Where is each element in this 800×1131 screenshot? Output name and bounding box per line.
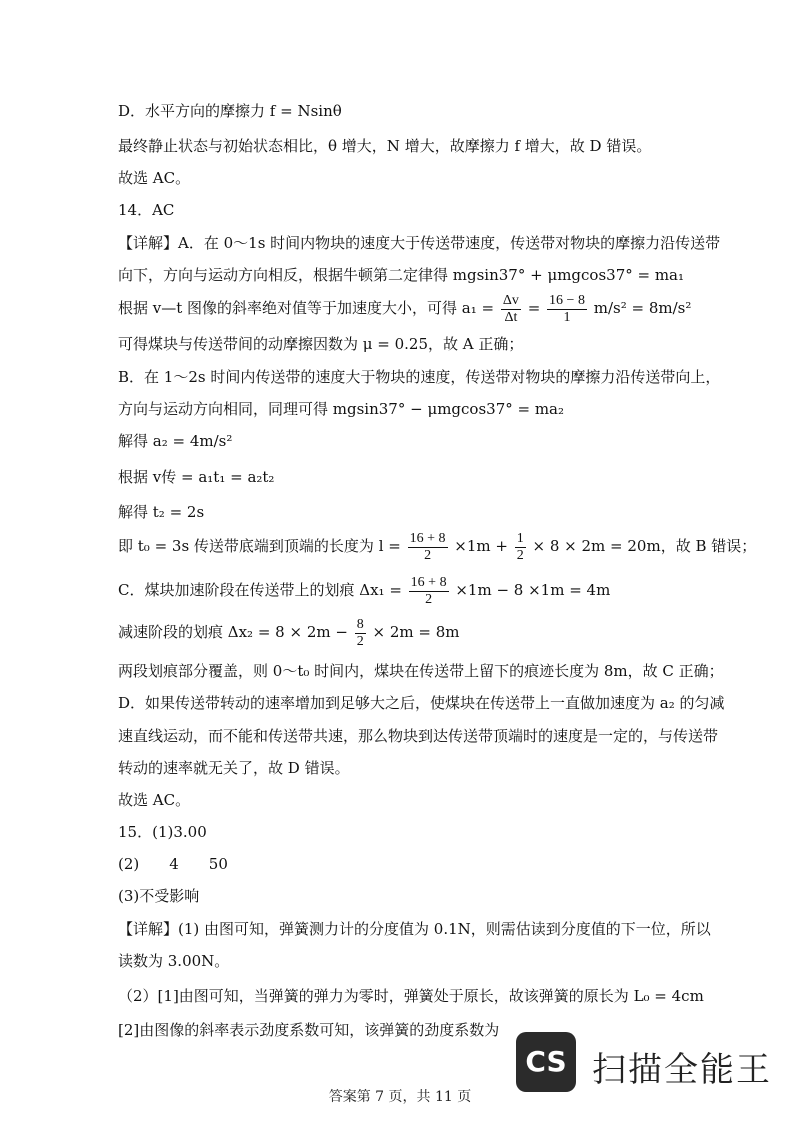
formula-line: [118, 528, 757, 564]
fraction-numerator: Δv: [502, 292, 519, 308]
logo-badge-text: CS: [525, 1045, 567, 1078]
text-line: [2]由图像的斜率表示劲度系数可知，该弹簧的劲度系数为: [118, 1021, 500, 1039]
equals-sign: =: [527, 299, 541, 317]
answer-line: (2) 4 50: [118, 855, 228, 873]
text-line: 解得 a₂ = 4m/s²: [118, 432, 233, 450]
text-segment: 即 t₀ = 3s 传送带底端到顶端的长度为 l =: [118, 537, 401, 555]
text-segment: 根据 v—t 图像的斜率绝对值等于加速度大小，可得 a₁ =: [118, 299, 495, 317]
text-line: 根据 v传 = a₁t₁ = a₂t₂: [118, 468, 275, 486]
fraction: [408, 531, 448, 564]
text-segment: m/s² = 8m/s²: [593, 299, 692, 317]
fraction-numerator: 16 + 8: [409, 530, 446, 546]
text-segment: C．煤块加速阶段在传送带上的划痕 Δx₁ =: [118, 581, 402, 599]
text-line: 最终静止状态与初始状态相比，θ 增大，N 增大，故摩擦力 f 增大，故 D 错误。: [118, 137, 652, 155]
text-line: B．在 1～2s 时间内传送带的速度大于物块的速度，传送带对物块的摩擦力沿传送带向上，: [118, 368, 721, 386]
page-footer: 答案第 7 页，共 11 页: [328, 1089, 472, 1105]
fraction-numerator: 16 − 8: [549, 292, 585, 308]
fraction: [515, 531, 526, 564]
fraction-denominator: 1: [563, 309, 571, 325]
fraction-denominator: 2: [356, 633, 364, 649]
formula-line: [118, 290, 740, 326]
text-line: 【详解】(1) 由图可知，弹簧测力计的分度值为 0.1N，则需估读到分度值的下一位，所以: [118, 920, 711, 938]
fraction: [547, 293, 587, 326]
fraction-denominator: 2: [424, 547, 432, 563]
fraction-numerator: 1: [516, 530, 524, 546]
fraction-denominator: Δt: [504, 309, 518, 325]
formula-line: [118, 614, 740, 650]
text-line: D．如果传送带转动的速率增加到足够大之后，使煤块在传送带上一直做加速度为 a₂ 的匀减: [118, 694, 725, 712]
text-line: D．水平方向的摩擦力 f = Nsinθ: [118, 102, 342, 120]
text-line: （2）[1]由图可知，当弹簧的弹力为零时，弹簧处于原长，故该弹簧的原长为 L₀ = 4cm: [118, 987, 704, 1005]
text-line: 向下，方向与运动方向相反，根据牛顿第二定律得 mgsin37° + μmgcos37° = ma₁: [118, 266, 685, 284]
text-line: 两段划痕部分覆盖，则 0～t₀ 时间内，煤块在传送带上留下的痕迹长度为 8m，故 C 正确；: [118, 662, 724, 680]
text-line: 读数为 3.00N。: [118, 952, 230, 970]
question-number: 14．AC: [118, 201, 175, 219]
text-segment: × 8 × 2m = 20m，故 B 错误；: [532, 537, 757, 555]
text-line: 故选 AC。: [118, 169, 191, 187]
formula-line: [118, 572, 740, 608]
text-line: 故选 AC。: [118, 791, 191, 809]
text-line: 解得 t₂ = 2s: [118, 503, 205, 521]
question-number: 15．(1)3.00: [118, 823, 207, 841]
fraction: [409, 575, 449, 608]
fraction-denominator: 2: [425, 591, 433, 607]
camscanner-logo: [516, 1032, 576, 1092]
text-line: 速直线运动，而不能和传送带共速，那么物块到达传送带顶端时的速度是一定的，与传送带: [118, 727, 719, 745]
text-line: 【详解】A．在 0～1s 时间内物块的速度大于传送带速度，传送带对物块的摩擦力沿传送带: [118, 234, 721, 252]
fraction-numerator: 8: [356, 616, 364, 632]
fraction: [501, 293, 521, 326]
camscanner-watermark: 扫描全能王: [592, 1050, 772, 1090]
text-segment: 减速阶段的划痕 Δx₂ = 8 × 2m −: [118, 623, 348, 641]
answer-line: (3)不受影响: [118, 887, 200, 905]
text-segment: × 2m = 8m: [372, 623, 460, 641]
text-segment: ×1m +: [454, 537, 508, 555]
text-line: 方向与运动方向相同，同理可得 mgsin37° − μmgcos37° = ma₂: [118, 400, 565, 418]
text-line: 可得煤块与传送带间的动摩擦因数为 μ = 0.25，故 A 正确；: [118, 335, 524, 353]
text-segment: ×1m − 8 ×1m = 4m: [455, 581, 611, 599]
fraction-numerator: 16 + 8: [410, 574, 447, 590]
fraction-denominator: 2: [516, 547, 524, 563]
text-line: 转动的速率就无关了，故 D 错误。: [118, 759, 350, 777]
fraction: [355, 617, 366, 650]
